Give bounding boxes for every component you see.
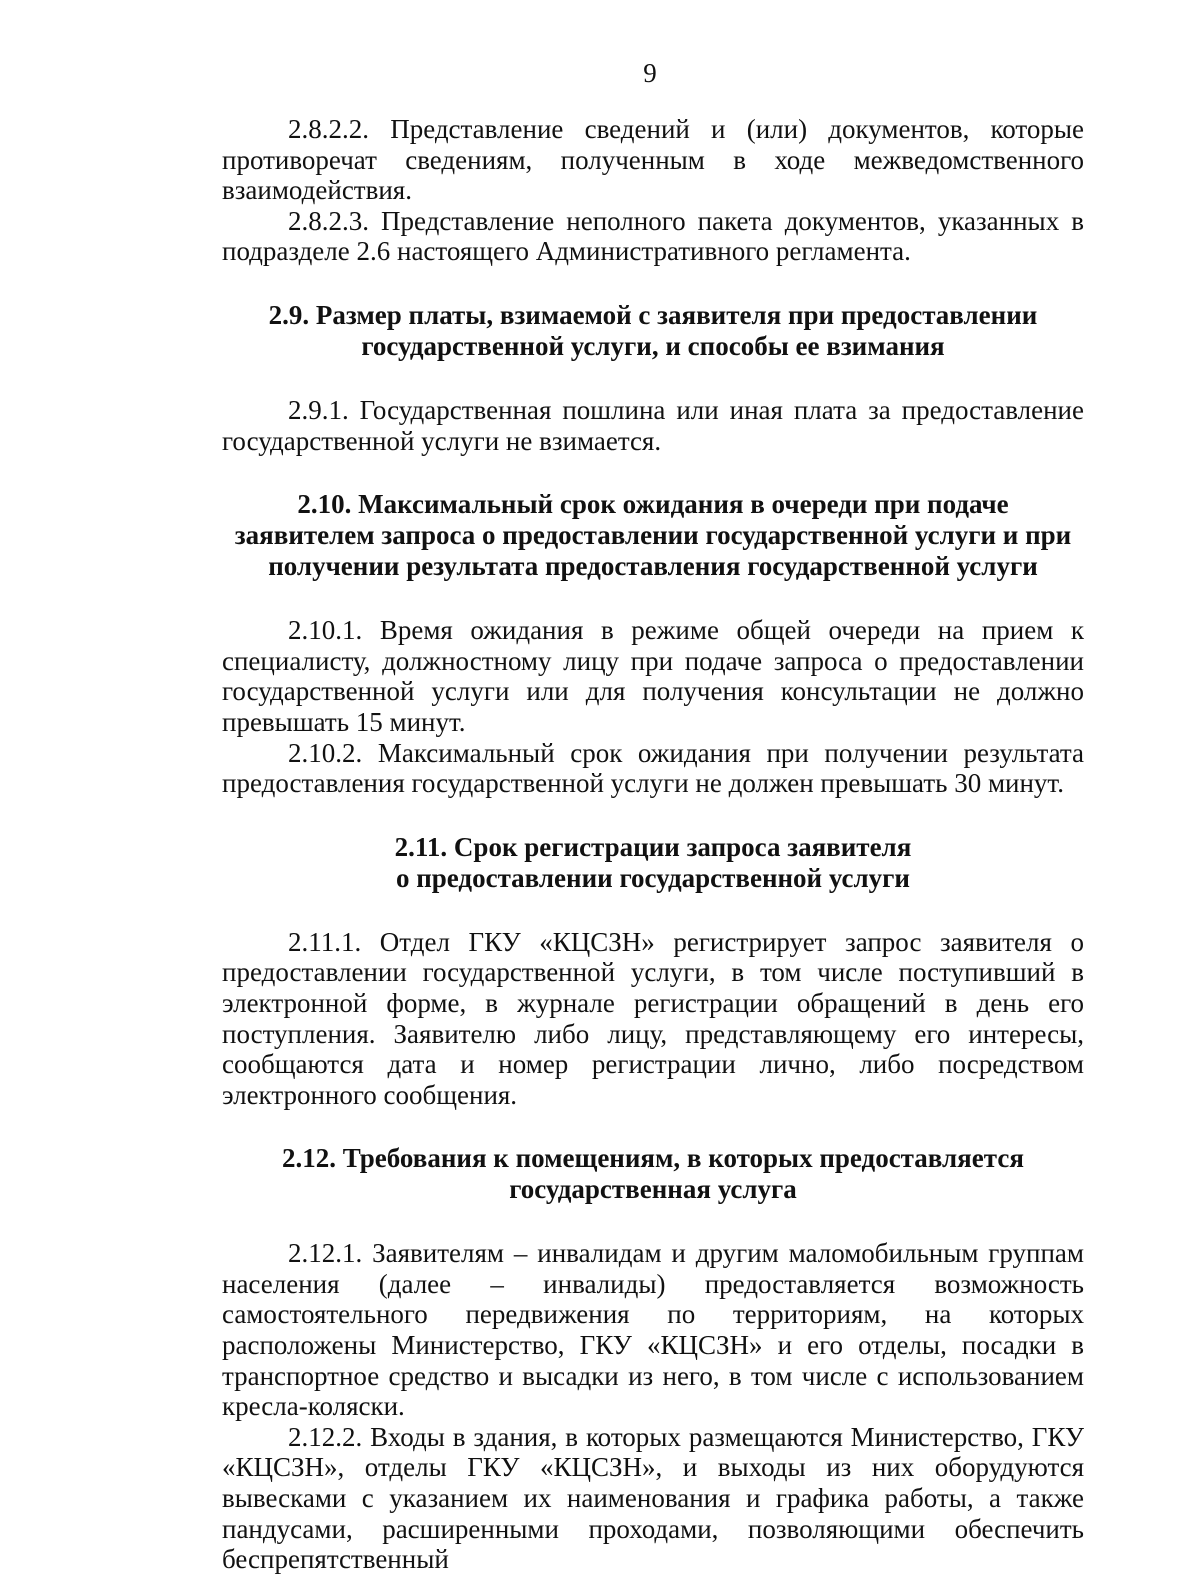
paragraph-2-8-2-2: 2.8.2.2. Представление сведений и (или) документов, которые противоречат сведениям, полученным в ходе межведомственного взаимодействия.: [222, 114, 1084, 206]
heading-line: заявителем запроса о предоставлении государственной услуги и при: [234, 520, 1072, 551]
document-body: [222, 114, 1084, 1575]
paragraph-2-8-2-3: 2.8.2.3. Представление неполного пакета документов, указанных в подразделе 2.6 настоящего Административного регламента.: [222, 205, 1084, 267]
heading-line: получении результата предоставления государственной услуги: [268, 551, 1038, 582]
page-number: 9: [643, 58, 657, 88]
paragraph-2-9-1: 2.9.1. Государственная пошлина или иная плата за предоставление государственной услуги не взимается.: [222, 394, 1084, 456]
paragraph-2-12-1: 2.12.1. Заявителям – инвалидам и другим маломобильным группам населения (далее – инвалиды) предоставляется возможность самостоятельного передвижения по территориям, на которых расположены Министерство, ГКУ «КЦСЗН» и его отделы, посадки в транспортное средство и высадки из него, в том числе с использованием кресла-коляски.: [222, 1238, 1084, 1422]
paragraph-2-11-1: 2.11.1. Отдел ГКУ «КЦСЗН» регистрирует запрос заявителя о предоставлении государственной услуги, в том числе поступивший в электронной форме, в журнале регистрации обращений в день его поступления. Заявителю либо лицу, представляющему его интересы, сообщаются дата и номер регистрации лично, либо посредством электронного сообщения.: [222, 926, 1084, 1110]
heading-line: государственной услуги, и способы ее взимания: [361, 330, 945, 361]
heading-line: 2.10. Максимальный срок ожидания в очереди при подаче: [297, 489, 1009, 520]
section-heading-2-9: [222, 300, 1084, 362]
paragraph-2-10-2: 2.10.2. Максимальный срок ожидания при получении результата предоставления государственной услуги не должен превышать 30 минут.: [222, 737, 1084, 799]
heading-line: о предоставлении государственной услуги: [395, 862, 910, 893]
section-heading-2-12: [222, 1143, 1084, 1205]
heading-line: государственная услуга: [509, 1174, 797, 1205]
paragraph-2-12-2: 2.12.2. Входы в здания, в которых размещаются Министерство, ГКУ «КЦСЗН», отделы ГКУ «КЦСЗН», и выходы из них оборудуются вывесками с указанием их наименования и графика работы, а также пандусами, расширенными проходами, позволяющими обеспечить беспрепятственный: [222, 1421, 1084, 1575]
heading-line: 2.11. Срок регистрации запроса заявителя: [394, 831, 912, 862]
section-heading-2-10: [222, 489, 1084, 582]
heading-line: 2.9. Размер платы, взимаемой с заявителя при предоставлении: [268, 299, 1038, 330]
section-heading-2-11: [222, 832, 1084, 894]
paragraph-2-10-1: 2.10.1. Время ожидания в режиме общей очереди на прием к специалисту, должностному лицу при подаче запроса о предоставлении государственной услуги или для получения консультации не должно превышать 15 минут.: [222, 615, 1084, 737]
heading-line: 2.12. Требования к помещениям, в которых предоставляется: [282, 1143, 1024, 1174]
